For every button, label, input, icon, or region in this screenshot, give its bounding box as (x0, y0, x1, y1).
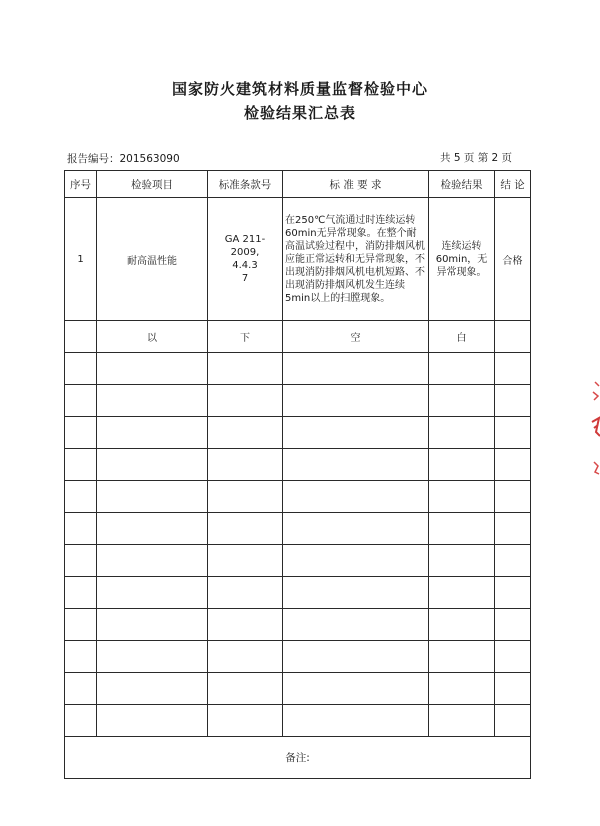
empty-cell (283, 673, 429, 705)
blank-marker-cell (65, 321, 97, 353)
blank-marker-cell: 白 (429, 321, 495, 353)
empty-cell (97, 673, 208, 705)
empty-row (65, 481, 531, 513)
empty-cell (65, 513, 97, 545)
empty-cell (65, 705, 97, 737)
empty-cell (208, 417, 283, 449)
empty-cell (283, 353, 429, 385)
empty-cell (97, 449, 208, 481)
empty-cell (65, 417, 97, 449)
empty-cell (495, 641, 531, 673)
empty-row (65, 513, 531, 545)
col-header-requirement: 标 准 要 求 (283, 171, 429, 198)
col-header-result: 检验结果 (429, 171, 495, 198)
empty-row (65, 417, 531, 449)
empty-cell (208, 577, 283, 609)
empty-cell (429, 705, 495, 737)
blank-marker-row (65, 321, 531, 353)
row-clause (208, 198, 283, 321)
empty-cell (208, 449, 283, 481)
empty-cell (97, 705, 208, 737)
empty-cell (283, 417, 429, 449)
empty-cell (65, 641, 97, 673)
empty-cell (97, 353, 208, 385)
row-no: 1 (65, 198, 97, 321)
empty-cell (429, 577, 495, 609)
empty-cell (97, 385, 208, 417)
empty-cell (65, 449, 97, 481)
empty-cell (283, 609, 429, 641)
empty-cell (208, 513, 283, 545)
empty-cell (283, 577, 429, 609)
blank-marker-cell: 下 (208, 321, 283, 353)
empty-cell (429, 481, 495, 513)
row-clause-text: GA 211- 2009, 4.4.3 7 (224, 234, 266, 284)
empty-cell (429, 417, 495, 449)
empty-row (65, 545, 531, 577)
row-requirement: 在250℃气流通过时连续运转60min无异常现象。在整个耐高温试验过程中，消防排烟风机应能正常运转和无异常现象，不出现消防排烟风机电机短路、不出现消防排烟风机发生连续5min以上的扫膛现象。 (283, 198, 429, 321)
table-row (65, 198, 531, 321)
empty-cell (208, 673, 283, 705)
empty-cell (429, 449, 495, 481)
blank-marker-cell (495, 321, 531, 353)
empty-cell (495, 353, 531, 385)
table-header-row (65, 171, 531, 198)
empty-cell (283, 641, 429, 673)
empty-cell (97, 609, 208, 641)
empty-row (65, 609, 531, 641)
empty-cell (495, 673, 531, 705)
col-header-item: 检验项目 (97, 171, 208, 198)
empty-cell (208, 545, 283, 577)
empty-cell (283, 513, 429, 545)
row-result-text: 连续运转 60min，无 异常现象。 (435, 240, 488, 278)
empty-row (65, 705, 531, 737)
empty-cell (208, 385, 283, 417)
empty-row (65, 641, 531, 673)
empty-cell (208, 705, 283, 737)
empty-row (65, 353, 531, 385)
empty-cell (283, 449, 429, 481)
page-info: 共 5 页 第 2 页 (440, 152, 513, 164)
empty-cell (495, 609, 531, 641)
empty-cell (495, 417, 531, 449)
results-table (64, 170, 531, 779)
empty-cell (65, 673, 97, 705)
col-header-conclusion: 结 论 (495, 171, 531, 198)
empty-cell (283, 385, 429, 417)
empty-cell (65, 609, 97, 641)
empty-cell (65, 353, 97, 385)
row-conclusion: 合格 (495, 198, 531, 321)
empty-cell (97, 577, 208, 609)
empty-cell (208, 481, 283, 513)
empty-cell (97, 513, 208, 545)
col-header-no: 序号 (65, 171, 97, 198)
empty-cell (208, 609, 283, 641)
empty-row (65, 673, 531, 705)
empty-cell (208, 353, 283, 385)
empty-cell (429, 609, 495, 641)
empty-cell (495, 545, 531, 577)
empty-cell (283, 705, 429, 737)
empty-cell (65, 481, 97, 513)
empty-cell (429, 673, 495, 705)
col-header-clause: 标准条款号 (208, 171, 283, 198)
empty-cell (429, 545, 495, 577)
empty-cell (495, 513, 531, 545)
report-number: 报告编号：201563090 (67, 153, 180, 165)
empty-cell (495, 449, 531, 481)
empty-cell (495, 577, 531, 609)
org-title: 国家防火建筑材料质量监督检验中心 (171, 80, 428, 98)
remarks-label: 备注: (65, 737, 531, 779)
row-item: 耐高温性能 (97, 198, 208, 321)
empty-cell (65, 385, 97, 417)
empty-cell (97, 481, 208, 513)
doc-title: 检验结果汇总表 (243, 104, 356, 122)
empty-cell (429, 385, 495, 417)
blank-marker-cell: 以 (97, 321, 208, 353)
empty-cell (65, 545, 97, 577)
empty-cell (495, 385, 531, 417)
empty-cell (495, 705, 531, 737)
empty-cell (97, 417, 208, 449)
empty-cell (429, 513, 495, 545)
empty-cell (429, 641, 495, 673)
row-result (429, 198, 495, 321)
empty-cell (429, 353, 495, 385)
empty-cell (97, 641, 208, 673)
empty-cell (283, 545, 429, 577)
empty-row (65, 449, 531, 481)
seal-stamp-fragment (586, 378, 600, 488)
empty-row (65, 577, 531, 609)
remarks-row (65, 737, 531, 779)
empty-cell (283, 481, 429, 513)
blank-marker-cell: 空 (283, 321, 429, 353)
empty-cell (65, 577, 97, 609)
empty-cell (208, 641, 283, 673)
empty-cell (97, 545, 208, 577)
empty-cell (495, 481, 531, 513)
empty-row (65, 385, 531, 417)
